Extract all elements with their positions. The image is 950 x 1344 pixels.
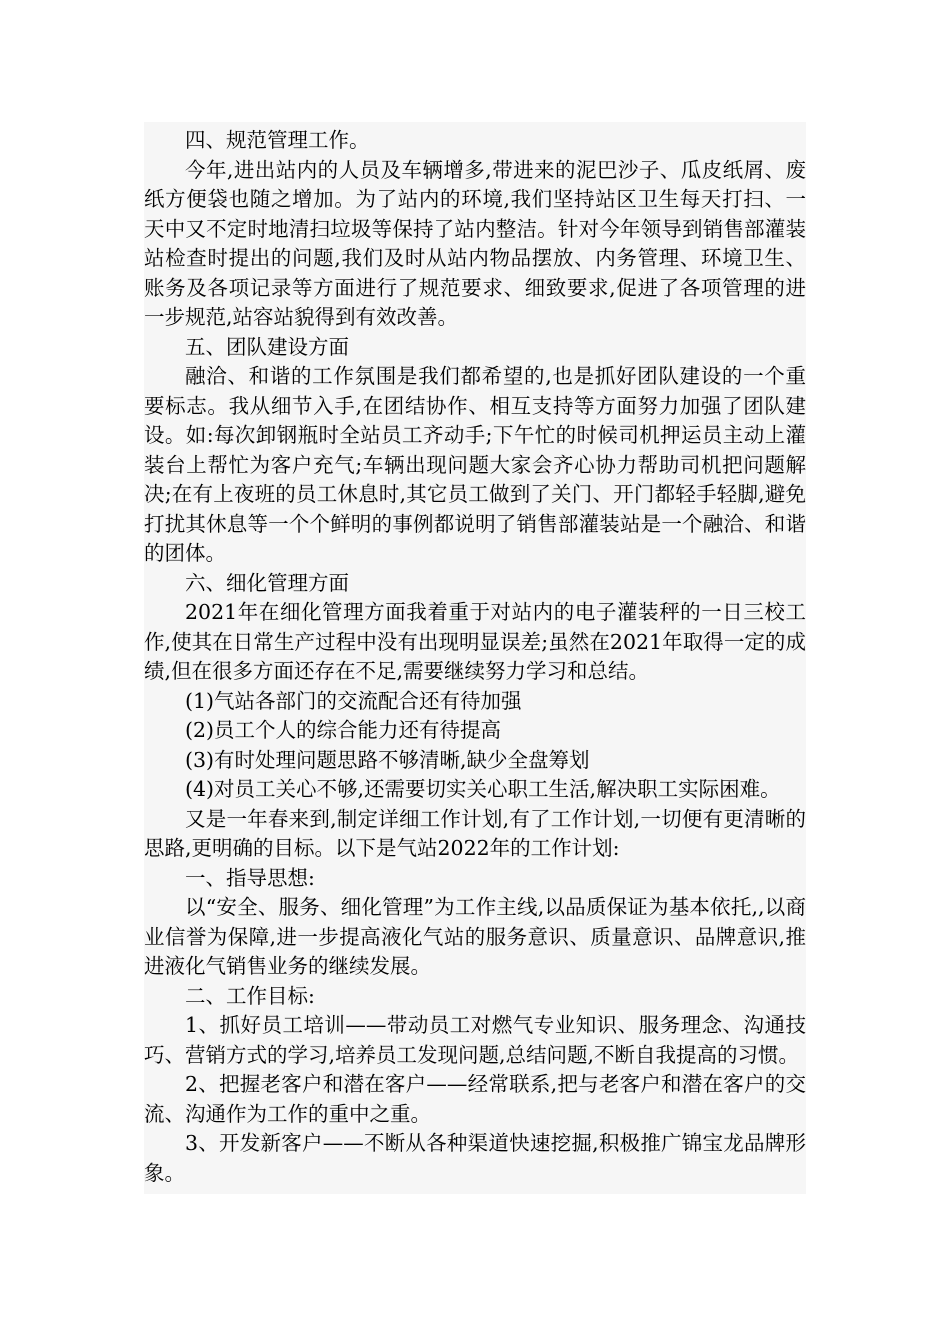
document-body bbox=[144, 122, 806, 1194]
list-item-shortcoming-4: (4)对员工关心不够,还需要切实关心职工生活,解决职工实际困难。 bbox=[185, 777, 781, 801]
paragraph-plan-intro: 又是一年春来到,制定详细工作计划,有了工作计划,一切便有更清晰的思路,更明确的目标。以下是气站2022年的工作计划: bbox=[144, 806, 806, 860]
section-heading-refined-management: 六、细化管理方面 bbox=[185, 570, 349, 595]
section-heading-standardized-management: 四、规范管理工作。 bbox=[185, 128, 370, 152]
paragraph-team-building: 融洽、和谐的工作氛围是我们都希望的,也是抓好团队建设的一个重要标志。我从细节入手,在团结协作、相互支持等方面努力加强了团队建设。如:每次卸钢瓶时全站员工齐动手;下午忙的时候司机押运员主动上灌装台上帮忙为客户充气;车辆出现问题大家会齐心协力帮助司机把问题解决;在有上夜班的员工休息时,其它员工做到了关门、开门都轻手轻脚,避免打扰其休息等一个个鲜明的事例都说明了销售部灌装站是一个融洽、和谐的团体。 bbox=[144, 364, 806, 565]
section-heading-team-building: 五、团队建设方面 bbox=[185, 334, 349, 359]
list-item-shortcoming-2: (2)员工个人的综合能力还有待提高 bbox=[185, 718, 502, 742]
list-item-goal-3: 3、开发新客户——不断从各种渠道快速挖掘,积极推广锦宝龙品牌形象。 bbox=[144, 1131, 806, 1185]
list-item-goal-2: 2、把握老客户和潜在客户——经常联系,把与老客户和潜在客户的交流、沟通作为工作的重中之重。 bbox=[144, 1072, 806, 1126]
list-item-shortcoming-3: (3)有时处理问题思路不够清晰,缺少全盘筹划 bbox=[185, 747, 590, 772]
section-heading-work-goals: 二、工作目标: bbox=[185, 983, 315, 1008]
list-item-goal-1: 1、抓好员工培训——带动员工对燃气专业知识、服务理念、沟通技巧、营销方式的学习,培养员工发现问题,总结问题,不断自我提高的习惯。 bbox=[144, 1013, 806, 1067]
paragraph-refined-management: 2021年在细化管理方面我着重于对站内的电子灌装秤的一日三校工作,使其在日常生产过程中没有出现明显误差;虽然在2021年取得一定的成绩,但在很多方面还存在不足,需要继续努力学习和总结。 bbox=[144, 600, 806, 683]
section-heading-guiding-ideology: 一、指导思想: bbox=[185, 865, 315, 890]
list-item-shortcoming-1: (1)气站各部门的交流配合还有待加强 bbox=[185, 688, 522, 713]
paragraph-guiding-ideology: 以“安全、服务、细化管理”为工作主线,以品质保证为基本依托,,以商业信誉为保障,进一步提高液化气站的服务意识、质量意识、品牌意识,推进液化气销售业务的继续发展。 bbox=[144, 895, 806, 978]
paragraph-standardized-management: 今年,进出站内的人员及车辆增多,带进来的泥巴沙子、瓜皮纸屑、废纸方便袋也随之增加。为了站内的环境,我们坚持站区卫生每天打扫、一天中又不定时地清扫垃圾等保持了站内整洁。针对今年领导到销售部灌装站检查时提出的问题,我们及时从站内物品摆放、内务管理、环境卫生、账务及各项记录等方面进行了规范要求、细致要求,促进了各项管理的进一步规范,站容站貌得到有效改善。 bbox=[144, 157, 806, 329]
